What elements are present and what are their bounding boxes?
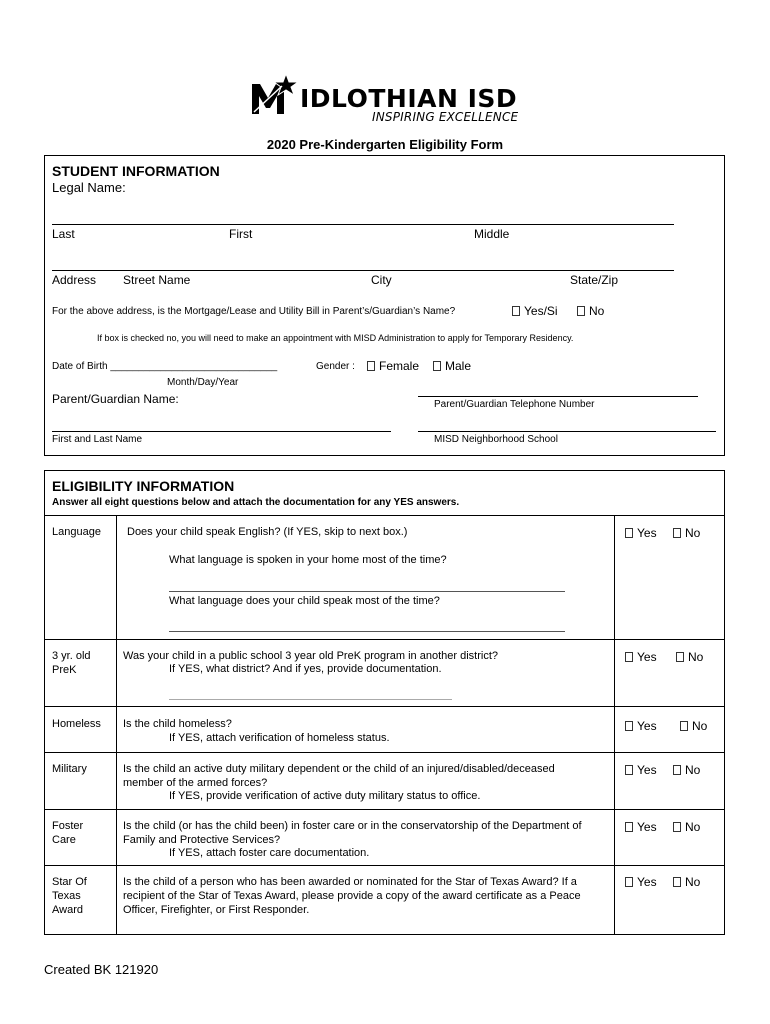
checkbox-icon[interactable] <box>673 877 681 887</box>
checkbox-icon[interactable] <box>625 721 633 731</box>
no-label: No <box>685 875 701 889</box>
row-question-foster-care: Is the child (or has the child been) in foster care or in the conservatorship of the Department of Family and Protective Services? <box>123 820 582 846</box>
no-option[interactable] <box>673 875 700 889</box>
yes-option[interactable] <box>625 719 657 733</box>
row-category-homeless: Homeless <box>52 718 101 730</box>
table-col-divider-1 <box>116 515 117 935</box>
table-col-divider-2 <box>614 515 615 935</box>
table-row-divider <box>44 865 725 866</box>
row-sub-foster-care: If YES, attach foster care documentation. <box>169 847 370 859</box>
no-option[interactable] <box>680 719 707 733</box>
district-logo <box>248 72 528 124</box>
star-m-logo-icon <box>248 74 304 118</box>
checkbox-icon[interactable] <box>673 822 681 832</box>
checkbox-icon[interactable] <box>680 721 688 731</box>
yes-si-label: Yes/Si <box>524 304 558 318</box>
no-option[interactable] <box>673 526 700 540</box>
no-label: No <box>685 526 701 540</box>
yes-label: Yes <box>637 763 657 777</box>
gender-label: Gender : <box>316 361 355 372</box>
row-sub-military: If YES, provide verification of active duty military status to office. <box>169 790 481 802</box>
table-row-divider <box>44 639 725 640</box>
table-row-divider <box>44 809 725 810</box>
yes-label: Yes <box>637 526 657 540</box>
no-option[interactable] <box>673 763 700 777</box>
checkbox-icon[interactable] <box>673 765 681 775</box>
female-option[interactable] <box>367 359 419 373</box>
table-row-divider <box>44 706 725 707</box>
legal-name-label: Legal Name: <box>52 180 126 195</box>
checkbox-icon[interactable] <box>625 765 633 775</box>
first-last-name-label: First and Last Name <box>52 434 143 445</box>
city-label: City <box>371 273 392 287</box>
yes-option[interactable] <box>625 763 657 777</box>
yes-option[interactable] <box>625 650 657 664</box>
logo-tagline: INSPIRING EXCELLENCE <box>372 110 519 124</box>
row-sub-prek: If YES, what district? And if yes, provide documentation. <box>169 663 442 675</box>
eligibility-section-title: ELIGIBILITY INFORMATION <box>52 478 235 494</box>
checkbox-icon[interactable] <box>673 528 681 538</box>
row-question-military: Is the child an active duty military dependent or the child of an injured/disabled/deceased member of the armed forces? <box>123 763 555 789</box>
checkbox-icon[interactable] <box>577 306 585 316</box>
no-label: No <box>688 650 704 664</box>
yes-label: Yes <box>637 650 657 664</box>
row-category-foster-care: Foster Care <box>52 820 84 846</box>
address-line[interactable] <box>52 270 674 271</box>
student-section-title: STUDENT INFORMATION <box>52 163 220 179</box>
yes-option[interactable] <box>625 875 657 889</box>
row-category-star-of-texas: Star Of Texas Award <box>52 876 87 916</box>
answer-line[interactable] <box>169 631 565 632</box>
checkbox-icon[interactable] <box>625 528 633 538</box>
table-top-border <box>44 515 725 516</box>
row-question-star-of-texas: Is the child of a person who has been awarded or nominated for the Star of Texas Award? If a recipient of the Star of Texas Award, please provide a copy of the award certificate as a Peace Officer, Firefighter, or First Responder. <box>123 876 581 916</box>
male-label: Male <box>445 359 472 373</box>
checkbox-icon[interactable] <box>367 361 375 371</box>
checkbox-icon[interactable] <box>676 652 684 662</box>
created-footer: Created BK 121920 <box>44 962 159 977</box>
street-name-label: Street Name <box>123 273 191 287</box>
legal-name-line[interactable] <box>52 224 674 225</box>
mortgage-question: For the above address, is the Mortgage/Lease and Utility Bill in Parent’s/Guardian’s Name? <box>52 306 456 317</box>
yes-label: Yes <box>637 719 657 733</box>
no-option[interactable] <box>673 820 700 834</box>
mortgage-yes-option[interactable] <box>512 304 558 318</box>
male-option[interactable] <box>433 359 471 373</box>
address-label: Address <box>52 273 97 287</box>
row-sub-language-child: What language does your child speak most of the time? <box>169 595 440 607</box>
no-label: No <box>589 304 605 318</box>
no-label: No <box>692 719 708 733</box>
checkbox-icon[interactable] <box>625 877 633 887</box>
row-question-language: Does your child speak English? (If YES, skip to next box.) <box>127 526 408 538</box>
row-sub-homeless: If YES, attach verification of homeless status. <box>169 732 390 744</box>
checkbox-icon[interactable] <box>512 306 520 316</box>
neighborhood-school-label: MISD Neighborhood School <box>434 434 558 445</box>
dob-format-label: Month/Day/Year <box>167 377 239 388</box>
yes-label: Yes <box>637 820 657 834</box>
yes-label: Yes <box>637 875 657 889</box>
no-label: No <box>685 763 701 777</box>
guardian-phone-label: Parent/Guardian Telephone Number <box>434 399 595 410</box>
eligibility-instructions: Answer all eight questions below and attach the documentation for any YES answers. <box>52 497 460 508</box>
checkbox-icon[interactable] <box>625 652 633 662</box>
no-label: No <box>685 820 701 834</box>
guardian-name-label: Parent/Guardian Name: <box>52 392 179 406</box>
dob-label[interactable]: Date of Birth ______________________________ <box>52 361 278 372</box>
table-row-divider <box>44 752 725 753</box>
row-category-language: Language <box>52 526 101 538</box>
neighborhood-school-line[interactable] <box>418 431 716 432</box>
answer-line[interactable] <box>169 591 565 592</box>
row-sub-language-home: What language is spoken in your home most of the time? <box>169 554 447 566</box>
state-zip-label: State/Zip <box>570 273 619 287</box>
row-question-homeless: Is the child homeless? <box>123 718 232 730</box>
first-name-label: First <box>229 227 253 241</box>
yes-option[interactable] <box>625 820 657 834</box>
residency-note: If box is checked no, you will need to make an appointment with MISD Administration to apply for Temporary Residency. <box>97 333 574 343</box>
form-title: 2020 Pre-Kindergarten Eligibility Form <box>266 137 504 152</box>
guardian-name-line[interactable] <box>52 431 391 432</box>
female-label: Female <box>379 359 420 373</box>
row-category-prek: 3 yr. old PreK <box>52 650 91 676</box>
middle-name-label: Middle <box>474 227 510 241</box>
checkbox-icon[interactable] <box>625 822 633 832</box>
answer-line[interactable] <box>169 699 452 700</box>
row-category-military: Military <box>52 763 87 775</box>
row-question-prek: Was your child in a public school 3 year old PreK program in another district? <box>123 650 498 662</box>
guardian-phone-line[interactable] <box>418 396 698 397</box>
yes-option[interactable] <box>625 526 657 540</box>
last-name-label: Last <box>52 227 75 241</box>
logo-district-name: IDLOTHIAN ISD <box>300 84 518 113</box>
checkbox-icon[interactable] <box>433 361 441 371</box>
mortgage-no-option[interactable] <box>577 304 604 318</box>
no-option[interactable] <box>676 650 703 664</box>
